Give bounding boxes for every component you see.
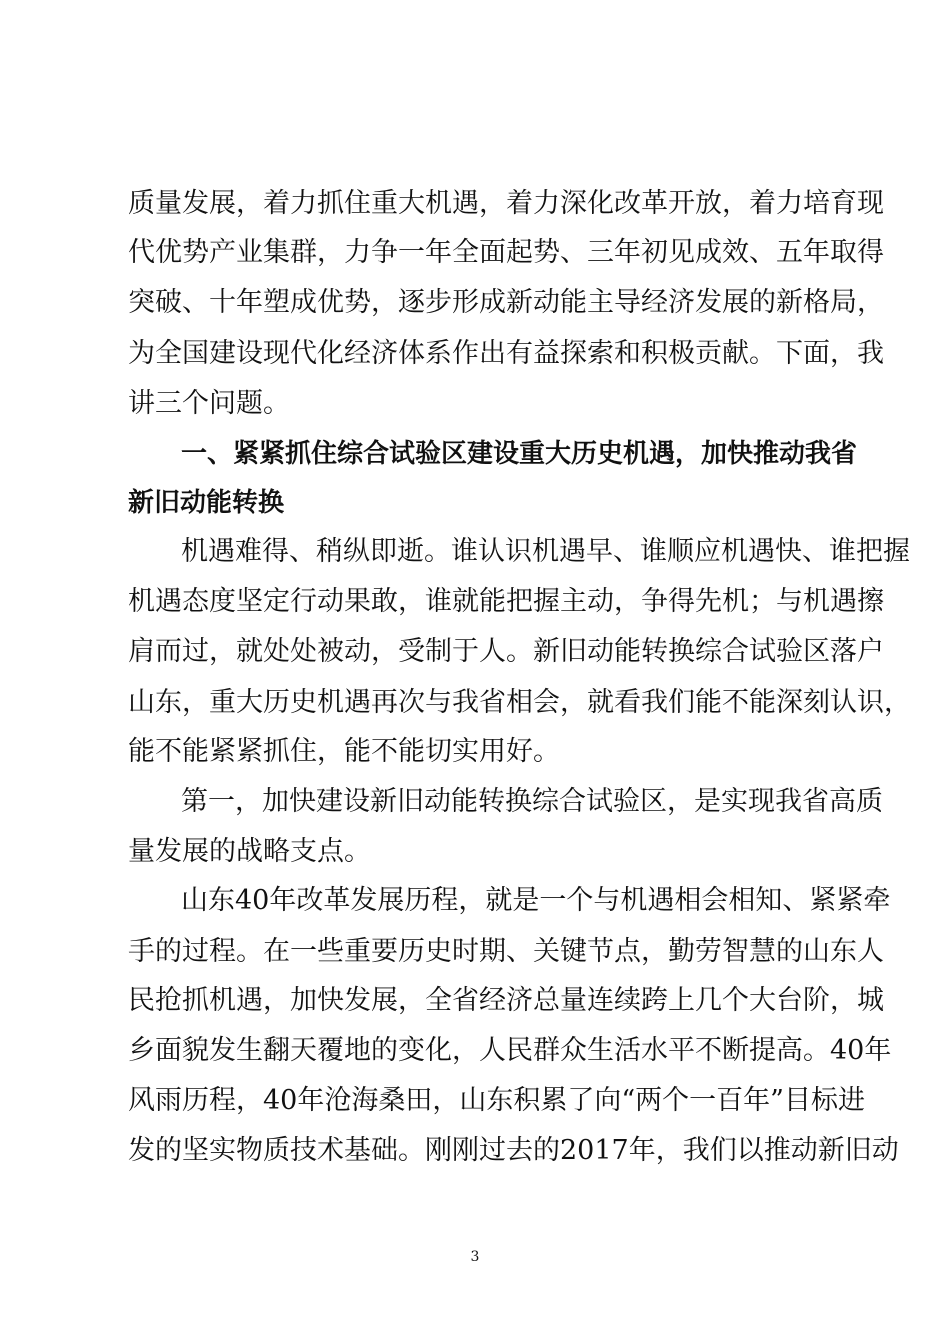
text-line: 民抢抓机遇，加快发展，全省经济总量连续跨上几个大台阶，城 (128, 985, 884, 1016)
text-line: 乡面貌发生翻天覆地的变化，人民群众生活水平不断提高。40年 (128, 1035, 892, 1066)
text-line: 突破、十年塑成优势，逐步形成新动能主导经济发展的新格局， (128, 287, 884, 318)
text-line: 山东40年改革发展历程，就是一个与机遇相会相知、紧紧牵 (181, 885, 891, 916)
text-line: 能不能紧紧抓住，能不能切实用好。 (128, 736, 560, 767)
text-line: 手的过程。在一些重要历史时期、关键节点，勤劳智慧的山东人 (128, 936, 884, 967)
text-line: 第一，加快建设新旧动能转换综合试验区，是实现我省高质 (181, 786, 883, 817)
text-line: 讲三个问题。 (128, 388, 290, 419)
text-line: 机遇难得、稍纵即逝。谁认识机遇早、谁顺应机遇快、谁把握 (181, 536, 910, 567)
text-line: 为全国建设现代化经济体系作出有益探索和积极贡献。下面，我 (128, 338, 884, 369)
text-line: 量发展的战略支点。 (128, 836, 371, 867)
text-line: 风雨历程，40年沧海桑田，山东积累了向“两个一百年”目标进 (128, 1085, 865, 1116)
text-line: 质量发展，着力抓住重大机遇，着力深化改革开放，着力培育现 (128, 188, 884, 219)
page-number: 3 (470, 1249, 480, 1265)
text-line: 机遇态度坚定行动果敢，谁就能把握主动，争得先机；与机遇擦 (128, 586, 884, 617)
text-line: 肩而过，就处处被动，受制于人。新旧动能转换综合试验区落户 (128, 636, 884, 667)
section-heading-line: 一、紧紧抓住综合试验区建设重大历史机遇，加快推动我省 (181, 439, 858, 469)
section-heading-line: 新旧动能转换 (128, 488, 285, 518)
text-line: 山东，重大历史机遇再次与我省相会，就看我们能不能深刻认识， (128, 687, 911, 718)
text-line: 代优势产业集群，力争一年全面起势、三年初见成效、五年取得 (128, 237, 884, 268)
text-line: 发的坚实物质技术基础。刚刚过去的2017年，我们以推动新旧动 (128, 1135, 899, 1166)
